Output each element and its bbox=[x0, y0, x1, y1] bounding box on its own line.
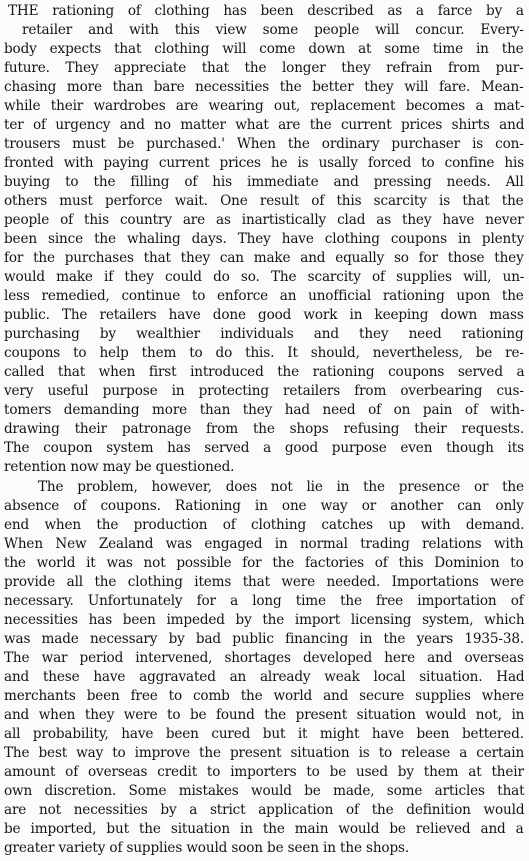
text-line: and when they were to be found the present situation would not, in bbox=[4, 707, 525, 723]
text-line: for the purchases that they can make and equally so for those they bbox=[4, 250, 524, 266]
text-line: others must perforce wait. One result of this scarcity is that the bbox=[4, 193, 524, 209]
text-line: and these have aggravated an already weak local situation. Had bbox=[4, 669, 525, 685]
text-line: been since the whaling days. They have clothing coupons in plenty bbox=[4, 231, 524, 247]
text-line: own discretion. Some mistakes would be made, some articles that bbox=[4, 783, 525, 799]
text-line: trousers must be purchased.' When the ordinary purchaser is con- bbox=[4, 136, 524, 152]
text-line: people of this country are as inartistically clad as they have never bbox=[4, 212, 524, 228]
text-line: The war period intervened, shortages developed here and overseas bbox=[4, 650, 524, 666]
text-line: necessities has been impeded by the import licensing system, which bbox=[4, 612, 525, 628]
text-line: The problem, however, does not lie in the presence or the bbox=[38, 479, 524, 495]
text-line: absence of coupons. Rationing in one way or another can only bbox=[4, 498, 524, 514]
text-line: greater variety of supplies would soon be seen in the shops. bbox=[4, 840, 410, 856]
text-line: the world it was not possible for the factories of this Dominion to bbox=[4, 555, 524, 571]
text-line: ter of urgency and no matter what are the current prices shirts and bbox=[4, 117, 525, 133]
text-line: The coupon system has served a good purpose even though its bbox=[4, 440, 524, 456]
text-line: public. The retailers have done good work in keeping down mass bbox=[4, 307, 524, 323]
text-line: fronted with paying current prices he is usally forced to confine his bbox=[4, 155, 525, 171]
text-line: future. They appreciate that the longer they refrain from pur- bbox=[4, 60, 524, 76]
text-line: necessary. Unfortunately for a long time the free importation of bbox=[4, 593, 524, 609]
text-line: purchasing by wealthier individuals and they need rationing bbox=[4, 326, 524, 342]
text-line: retailer and with this view some people will concur. Every- bbox=[22, 22, 524, 38]
text-line: would make if they could do so. The scarcity of supplies will, un- bbox=[4, 269, 525, 285]
text-line: The best way to improve the present situation is to release a certain bbox=[4, 745, 525, 761]
text-line: be imported, but the situation in the main would be relieved and a bbox=[4, 821, 524, 837]
text-line: less remedied, continue to enforce an unofficial rationing upon the bbox=[4, 288, 524, 304]
text-line: drawing their patronage from the shops refusing their requests. bbox=[4, 421, 524, 437]
text-line: THE rationing of clothing has been described as a farce by a bbox=[8, 3, 524, 19]
text-line: tomers demanding more than they had need of on pain of with- bbox=[4, 402, 525, 418]
text-line: amount of overseas credit to importers to be used by them at their bbox=[4, 764, 524, 780]
text-line: all probability, have been cured but it might have been bettered. bbox=[4, 726, 524, 742]
text-line: retention now may be questioned. bbox=[4, 459, 235, 475]
text-line: while their wardrobes are wearing out, replacement becomes a mat- bbox=[4, 98, 525, 114]
text-line: end when the production of clothing catches up with demand. bbox=[4, 517, 525, 533]
text-line: called that when first introduced the rationing coupons served a bbox=[4, 364, 525, 380]
text-line: was made necessary by bad public financing in the years 1935-38. bbox=[4, 631, 525, 647]
text-line: coupons to help them to do this. It should, nevertheless, be re- bbox=[4, 345, 524, 361]
text-line: very useful purpose in protecting retailers from overbearing cus- bbox=[4, 383, 524, 399]
text-line: buying to the filling of his immediate and pressing needs. All bbox=[4, 174, 524, 190]
text-line: merchants been free to comb the world and secure supplies where bbox=[4, 688, 525, 704]
text-line: When New Zealand was engaged in normal trading relations with bbox=[4, 536, 524, 552]
text-line: are not necessities by a strict application of the definition would bbox=[4, 802, 525, 818]
text-line: body expects that clothing will come down at some time in the bbox=[4, 41, 524, 57]
text-line: chasing more than bare necessities the better they will fare. Mean- bbox=[4, 79, 524, 95]
text-line: provide all the clothing items that were needed. Importations were bbox=[4, 574, 524, 590]
